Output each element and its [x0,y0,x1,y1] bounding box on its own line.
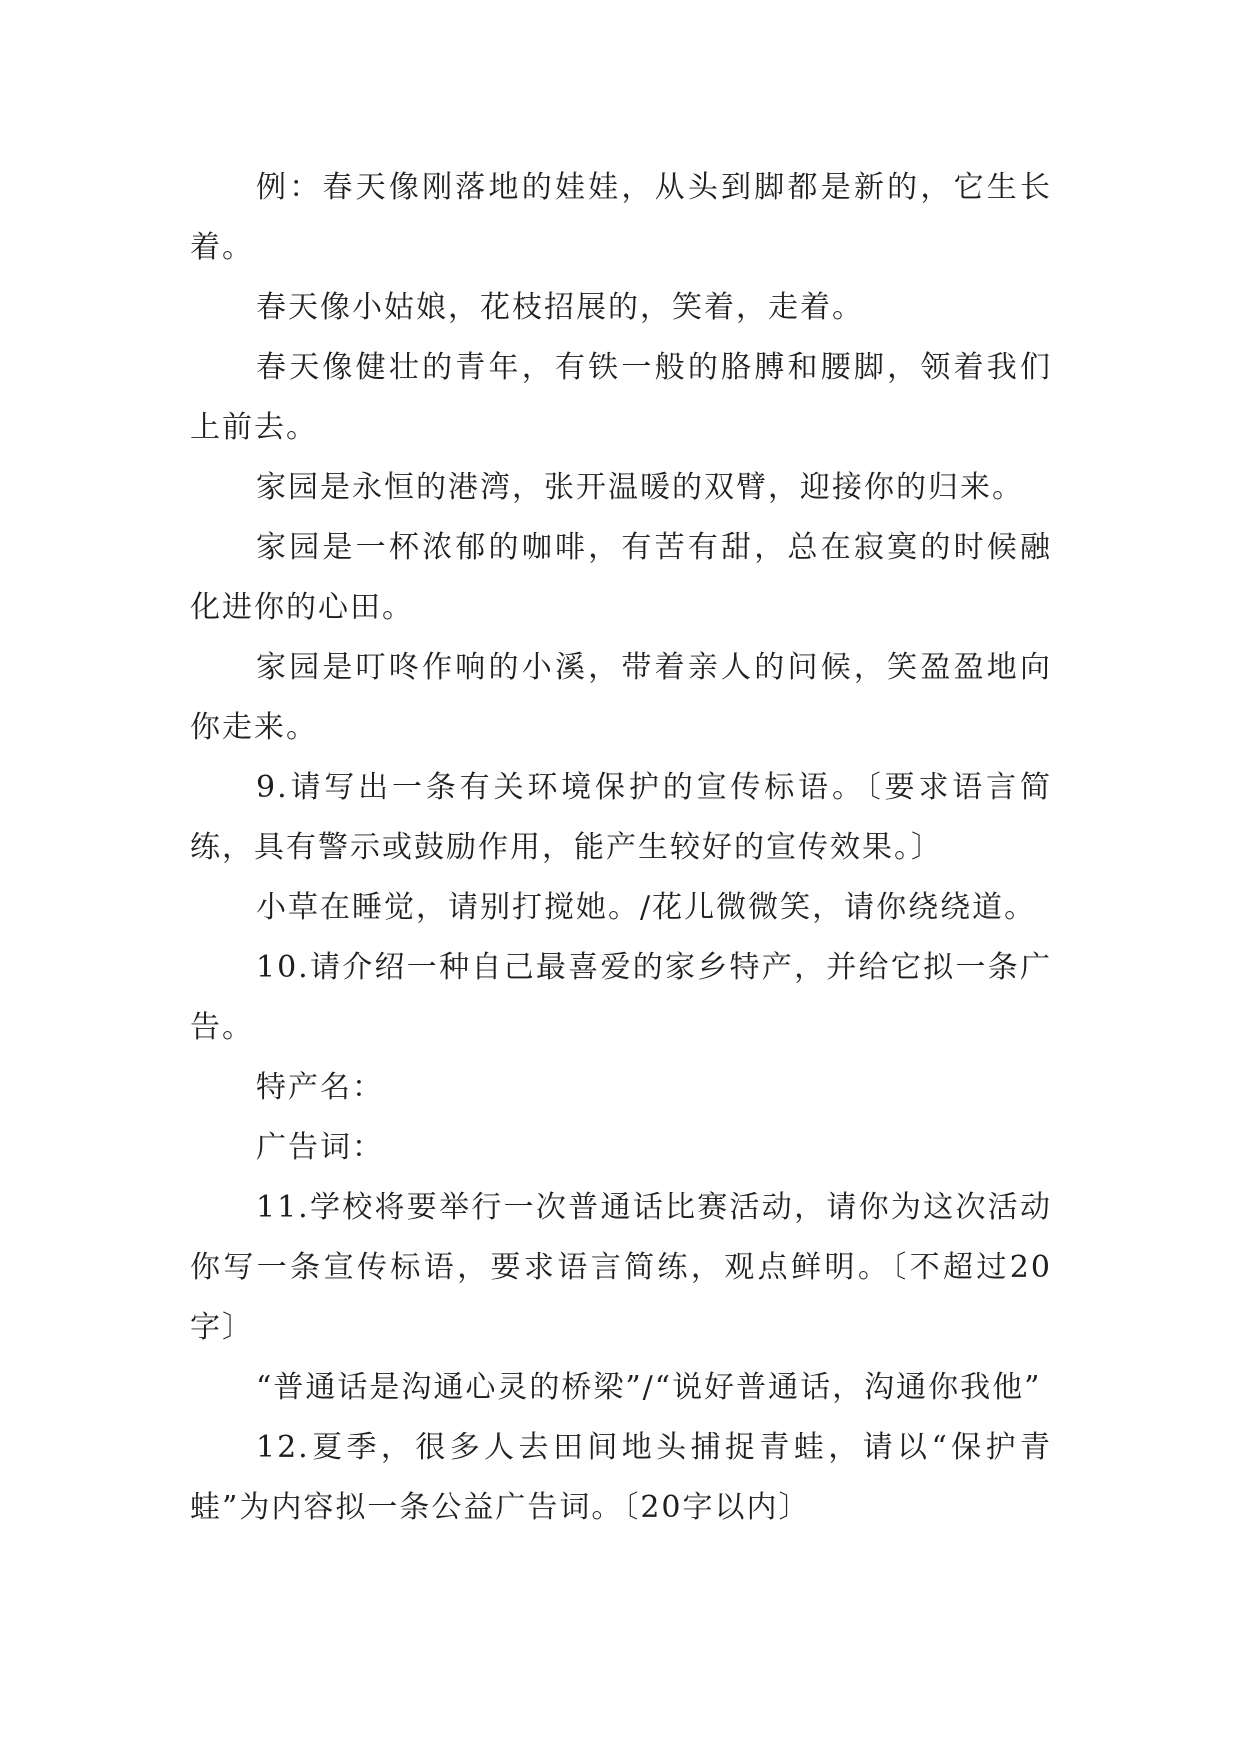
document-body [190,158,1052,1538]
paragraph-home-coffee: 家园是一杯浓郁的咖啡，有苦有甜，总在寂寞的时候融化进你的心田。 [190,530,1052,625]
question-12: 12.夏季，很多人去田间地头捕捉青蛙，请以“保护青蛙”为内容拟一条公益广告词。〔20字以内〕 [190,1430,1052,1525]
answer-9: 小草在睡觉，请别打搅她。/花儿微微笑，请你绕绕道。 [256,890,1037,925]
advertisement-label: 广告词： [256,1130,384,1165]
specialty-name-label: 特产名： [256,1070,384,1105]
paragraph-home-harbor: 家园是永恒的港湾，张开温暖的双臂，迎接你的归来。 [256,470,1024,505]
paragraph-spring-youth: 春天像健壮的青年，有铁一般的胳膊和腰脚，领着我们上前去。 [190,350,1052,445]
paragraph-home-stream: 家园是叮咚作响的小溪，带着亲人的问候，笑盈盈地向你走来。 [190,650,1052,745]
answer-11: “普通话是沟通心灵的桥梁”/“说好普通话，沟通你我他” [256,1370,1042,1405]
question-9: 9.请写出一条有关环境保护的宣传标语。〔要求语言简练，具有警示或鼓励作用，能产生较好的宣传效果。〕 [190,770,1052,865]
paragraph-spring-girl: 春天像小姑娘，花枝招展的，笑着，走着。 [256,290,864,325]
question-10: 10.请介绍一种自己最喜爱的家乡特产，并给它拟一条广告。 [190,950,1052,1045]
paragraph-example-spring-baby: 例：春天像刚落地的娃娃，从头到脚都是新的，它生长着。 [190,170,1052,265]
question-11: 11.学校将要举行一次普通话比赛活动，请你为这次活动你写一条宣传标语，要求语言简练，观点鲜明。〔不超过20字〕 [190,1190,1052,1345]
